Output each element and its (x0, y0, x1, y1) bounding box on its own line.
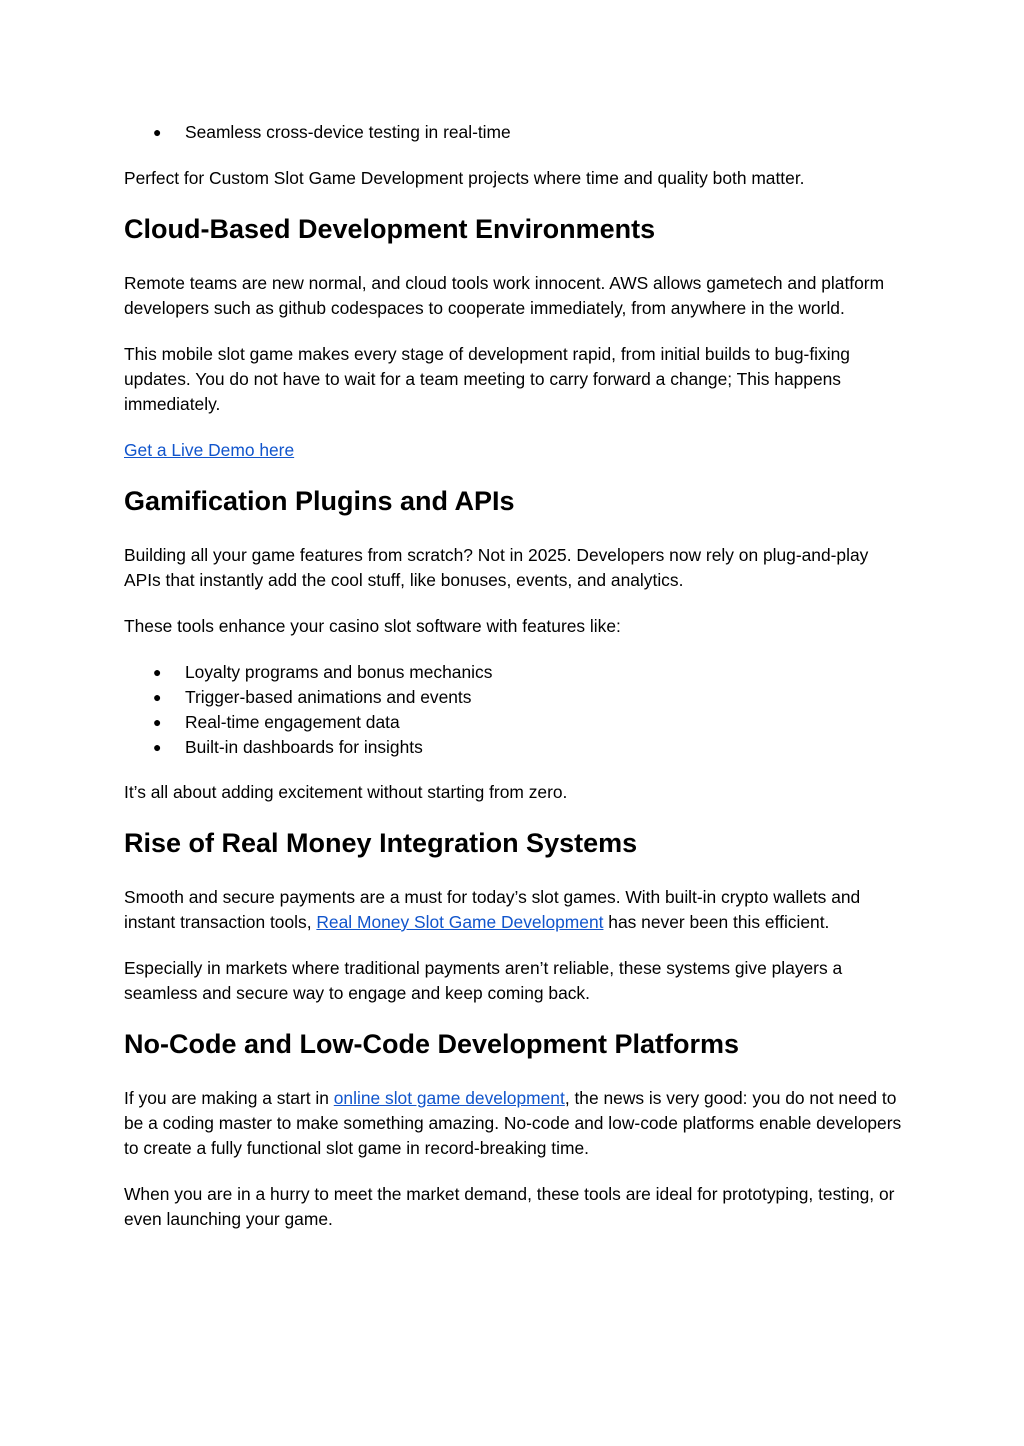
list-item (124, 710, 904, 735)
list-item-text: Trigger-based animations and events (185, 687, 472, 707)
intro-paragraph: Perfect for Custom Slot Game Development projects where time and quality both matter. (124, 168, 805, 188)
list-item-text: Built-in dashboards for insights (185, 737, 423, 757)
heading-real-money: Rise of Real Money Integration Systems (124, 828, 638, 858)
gamification-paragraph-1: Building all your game features from scratch? Not in 2025. Developers now rely on plug-and-play APIs that instantly add the cool stuff, like bonuses, events, and analytics. (124, 545, 869, 590)
list-item (124, 685, 904, 710)
no-code-text-after: , the news is very good: you do not need to be a coding master to make something amazing. No-code and low-code platforms enable developers to create a fully functional slot game in record-breaking time. (124, 1088, 902, 1158)
cloud-paragraph-1: Remote teams are new normal, and cloud tools work innocent. AWS allows gametech and platform developers such as github codespaces to cooperate immediately, from anywhere in the world. (124, 273, 885, 318)
demo-link-paragraph (124, 438, 904, 463)
heading-gamification: Gamification Plugins and APIs (124, 486, 515, 516)
real-money-slot-link[interactable]: Real Money Slot Game Development (316, 912, 604, 932)
real-money-text-after: has never been this efficient. (603, 912, 830, 932)
heading-cloud: Cloud-Based Development Environments (124, 214, 656, 244)
no-code-text-before: If you are making a start in (124, 1088, 334, 1108)
real-money-text-before: Smooth and secure payments are a must for today’s slot games. With built-in crypto wallets and instant transaction tools, (124, 887, 861, 932)
bullet-icon: ● (153, 714, 162, 730)
list-item (124, 120, 904, 145)
no-code-paragraph-1 (124, 1086, 904, 1161)
heading-no-code: No-Code and Low-Code Development Platforms (124, 1029, 740, 1059)
cloud-paragraph-2: This mobile slot game makes every stage of development rapid, from initial builds to bug-fixing updates. You do not have to wait for a team meeting to carry forward a change; This happens immediately. (124, 344, 850, 414)
list-item-text: Seamless cross-device testing in real-time (185, 122, 511, 142)
list-item-text: Real-time engagement data (185, 712, 400, 732)
real-money-paragraph-1 (124, 885, 904, 935)
list-item (124, 660, 904, 685)
online-slot-link[interactable]: online slot game development (333, 1088, 565, 1108)
no-code-paragraph-2: When you are in a hurry to meet the market demand, these tools are ideal for prototyping, testing, or even launching your game. (124, 1184, 895, 1229)
bullet-icon: ● (153, 689, 162, 705)
gamification-paragraph-3: It’s all about adding excitement without starting from zero. (124, 782, 568, 802)
intro-bullet-list (124, 120, 904, 145)
real-money-paragraph-2: Especially in markets where traditional payments aren’t reliable, these systems give players a seamless and secure way to engage and keep coming back. (124, 958, 843, 1003)
list-item (124, 735, 904, 760)
bullet-icon: ● (153, 739, 162, 755)
list-item-text: Loyalty programs and bonus mechanics (185, 662, 493, 682)
live-demo-link[interactable]: Get a Live Demo here (124, 440, 295, 460)
gamification-paragraph-2: These tools enhance your casino slot software with features like: (124, 616, 621, 636)
document-body (124, 120, 904, 1253)
bullet-icon: ● (153, 664, 162, 680)
features-bullet-list (124, 660, 904, 760)
bullet-icon: ● (153, 124, 162, 140)
